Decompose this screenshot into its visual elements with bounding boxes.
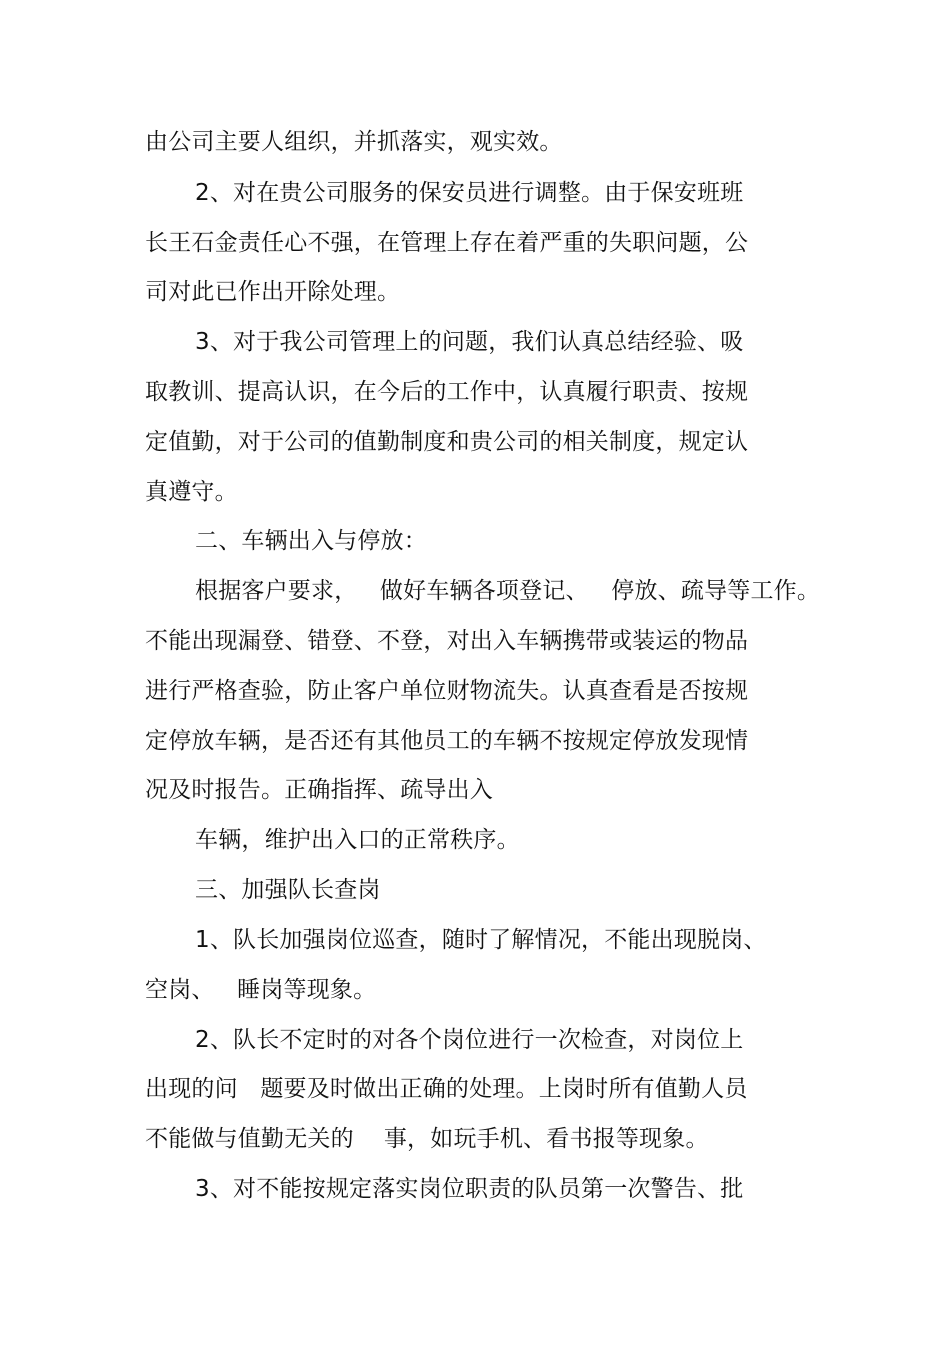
text-line: 1、队长加强岗位巡查，随时了解情况，不能出现脱岗、 <box>195 927 767 953</box>
text-line: 定停放车辆，是否还有其他员工的车辆不按规定停放发现情 <box>145 728 749 754</box>
text-line: 空岗、 睡岗等现象。 <box>145 977 377 1003</box>
text-line: 真遵守。 <box>145 479 238 505</box>
section-heading: 三、加强队长查岗 <box>195 877 381 903</box>
section-heading: 二、车辆出入与停放： <box>195 528 427 554</box>
text-line: 2、队长不定时的对各个岗位进行一次检查，对岗位上 <box>195 1027 744 1053</box>
text-line: 定值勤，对于公司的值勤制度和贵公司的相关制度，规定认 <box>145 429 749 455</box>
text-line: 出现的问 题要及时做出正确的处理。上岗时所有值勤人员 <box>145 1076 748 1102</box>
text-line: 司对此已作出开除处理。 <box>145 279 401 305</box>
text-line: 取教训、提高认识，在今后的工作中，认真履行职责、按规 <box>145 379 749 405</box>
text-line: 3、对于我公司管理上的问题，我们认真总结经验、吸 <box>195 329 744 355</box>
text-line: 进行严格查验，防止客户单位财物流失。认真查看是否按规 <box>145 678 749 704</box>
text-line: 长王石金责任心不强，在管理上存在着严重的失职问题，公 <box>145 230 749 256</box>
text-line: 根据客户要求， 做好车辆各项登记、 停放、疏导等工作。 <box>195 578 821 604</box>
text-line: 不能做与值勤无关的 事，如玩手机、看书报等现象。 <box>145 1126 709 1152</box>
text-line: 由公司主要人组织，并抓落实，观实效。 <box>145 129 563 155</box>
text-line: 车辆，维护出入口的正常秩序。 <box>195 827 520 853</box>
text-line: 况及时报告。正确指挥、疏导出入 <box>145 777 493 803</box>
text-line: 3、对不能按规定落实岗位职责的队员第一次警告、批 <box>195 1176 744 1202</box>
text-line: 2、对在贵公司服务的保安员进行调整。由于保安班班 <box>195 180 744 206</box>
text-line: 不能出现漏登、错登、不登，对出入车辆携带或装运的物品 <box>145 628 749 654</box>
